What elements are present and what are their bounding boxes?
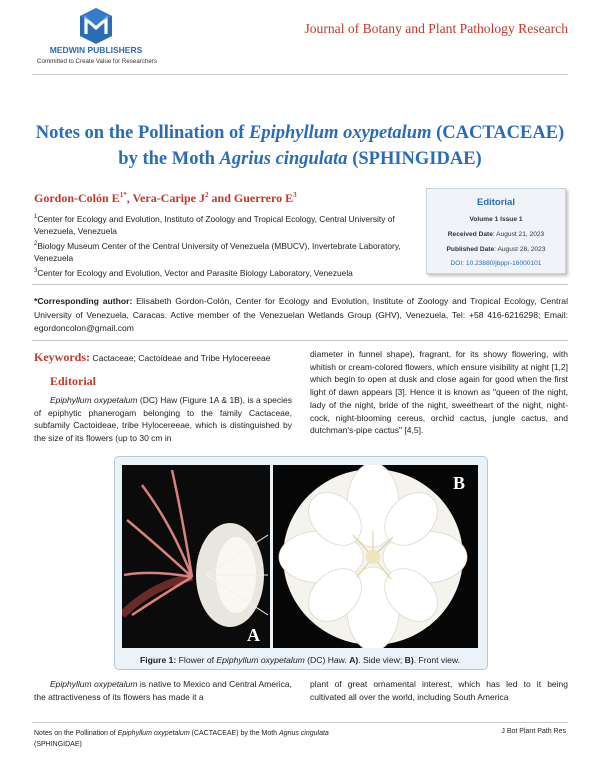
editorial-box-title: Editorial	[476, 197, 515, 208]
journal-name: Journal of Botany and Plant Pathology Research	[304, 21, 568, 36]
doi-link[interactable]: DOI: 10.23880/jbppr-16000101	[450, 260, 542, 267]
body-bottom-right: plant of great ornamental interest, which has led to it being cultivated all over the world, including South America	[310, 679, 568, 702]
body-left-column: Epiphyllum oxypetalum (DC) Haw (Figure 1A & 1B), is a species of epiphytic phanerogam belonging to the family Cactaceae, subfamily Cactoideae, tribe Hylocereeae, which is distinguished by the size of its flowers (up to 30 cm in	[34, 395, 292, 444]
affiliations-divider	[32, 284, 568, 285]
article-title: Notes on the Pollination of Epiphyllum oxypetalum (CACTACEAE) by the Moth Agrius cingulata (SPHINGIDAE)	[35, 123, 565, 169]
header-divider	[32, 74, 568, 75]
publisher-tagline: Committed to Create Value for Researchers	[37, 58, 157, 65]
figure-panel-b	[273, 465, 478, 648]
volume-issue: Volume 1 Issue 1	[469, 216, 523, 223]
author-list: Gordon-Colón $E^{1*}$, Vera-Caripe $J^2$ and Guerrero $E^3$	[34, 191, 297, 205]
figure-panel-a	[122, 465, 270, 648]
keywords: Keywords: Cactaceae; Cactoideae and Tribe Hylocereeae	[34, 350, 271, 364]
publisher-name: MEDWIN PUBLISHERS	[49, 45, 143, 55]
body-bottom-left: Epiphyllum oxypetalum is native to Mexico and Central America, the attractiveness of its flowers has made it a	[34, 679, 293, 702]
corresponding-divider	[32, 340, 568, 341]
footer-running-title: Notes on the Pollination of Epiphyllum oxypetalum (CACTACEAE) by the Moth Agrius cingulata (SPHINGIDAE)	[34, 730, 329, 748]
affiliation-1: $^1$Center for Ecology and Evolution, Instituto of Zoology and Tropical Ecology, Central University of Venezuela, Venezuela	[34, 213, 395, 237]
panel-label-b: B	[453, 473, 466, 493]
footer-journal-abbrev: J Bot Plant Path Res	[501, 728, 566, 735]
editorial-info-box	[426, 188, 566, 274]
affiliation-3: $^3$Center for Ecology and Evolution, Vector and Parasite Biology Laboratory, Venezuela	[34, 267, 353, 278]
publisher-logo	[76, 6, 116, 46]
corresponding-author: *Corresponding author: Elisabeth Gordon-Colón, Center for Ecology and Evolution, Institute of Zoology and Tropical Ecology, Central University of Venezuela, Caracas. Active member of the Venezuelan Wetlands Group (GHV), Venezuela, Tel: +58 416-6216298; Email: egordoncolon@gmail.com	[34, 296, 568, 334]
affiliation-2: $^2$Biology Museum Center of the Central University of Venezuela (MBUCV), Invertebrate Laboratory, Venezuela	[34, 240, 401, 264]
panel-label-a: A	[247, 625, 260, 645]
section-heading: Editorial	[50, 374, 97, 388]
footer-divider	[32, 722, 568, 723]
published-date: Published Date: August 28, 2023	[446, 246, 546, 253]
body-right-column: diameter in funnel shape), fragrant, for its showy flowering, with whitish or cream-colored flowers, which ensure visibility at night [1,2] which begin to open at dusk and close again for good when the first light of dawn appears [3]. Hence it is known as "queen of the night, lady of the night, bride of the night, sweetheart of the night, night-cock, night-blooming cereus, orchid cactus, jungle cactus, and dutchman's-pipe cactus" [4,5].	[310, 349, 568, 436]
received-date: Received Date: August 21, 2023	[447, 231, 545, 238]
figure-caption: Figure 1: Flower of Epiphyllum oxypetalum (DC) Haw. A). Side view; B). Front view.	[139, 655, 461, 665]
